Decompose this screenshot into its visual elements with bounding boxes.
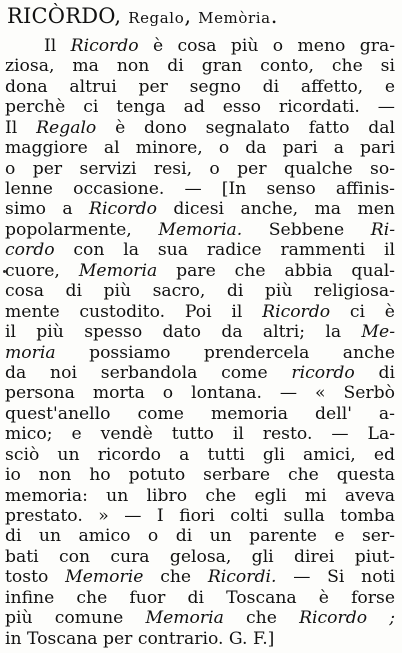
- entry-heading: [7, 4, 278, 30]
- text-line: mico; e vendè tutto il resto. — La-: [5, 424, 395, 445]
- text-line: mente custodito. Poi il Ricordo ci è: [5, 301, 395, 322]
- text-line: cosa di più sacro, di più religiosa-: [5, 281, 395, 302]
- heading-ricordo: RICÒRDO,: [7, 4, 129, 28]
- text-line: di un amico o di un parente e ser-: [5, 526, 395, 547]
- text-line: infine che fuor di Toscana è forse: [5, 587, 395, 608]
- text-line: simo a Ricordo dicesi anche, ma men: [5, 199, 395, 220]
- text-line: tosto Memorie che Ricordi. — Si noti: [5, 567, 396, 588]
- text-line: bati con cura gelosa, gli direi piut-: [5, 546, 395, 567]
- text-line: da noi serbandola come ricordo di: [5, 362, 395, 383]
- text-line: prestato. » — I fiori colti sulla tomba: [5, 505, 395, 526]
- text-line: cuore, Memoria pare che abbia qual-: [5, 260, 395, 281]
- text-line: dona altrui per segno di affetto, e: [5, 76, 395, 97]
- text-line: cordo con la sua radice rammenti il: [5, 240, 395, 261]
- text-line: memoria: un libro che egli mi aveva: [5, 485, 395, 506]
- text-line: popolarmente, Memoria. Sebbene Ri-: [5, 219, 395, 240]
- text-line: Il Ricordo è cosa più o meno gra-: [44, 36, 395, 56]
- text-line: sciò un ricordo a tutti gli amici, ed: [5, 444, 395, 465]
- heading-memoria: Memòria: [198, 9, 271, 27]
- text-line: persona morta o lontana. — « Serbò: [5, 383, 395, 404]
- text-line: quest'anello come memoria dell' a-: [5, 403, 395, 424]
- text-line: più comune Memoria che Ricordo ;: [5, 608, 396, 629]
- text-line: in Toscana per contrario. G. F.]: [5, 628, 275, 649]
- text-line: perchè ci tenga ad esso ricordati. —: [5, 97, 395, 118]
- text-line: o per servizi resi, o per qualche so-: [5, 158, 395, 179]
- heading-separator: ,: [184, 4, 199, 28]
- text-line: il più spesso dato da altri; la Me-: [5, 322, 395, 343]
- text-line: ziosa, ma non di gran conto, che si: [5, 56, 395, 77]
- text-line: moria possiamo prendercela anche: [5, 342, 395, 363]
- text-line: lenne occasione. — [In senso affinis-: [5, 179, 395, 200]
- text-line: Il Regalo è dono segnalato fatto dal: [5, 117, 395, 138]
- text-line: maggiore al minore, o da pari a pari: [5, 138, 395, 159]
- text-line: io non ho potuto serbare che questa: [5, 465, 395, 486]
- heading-period: .: [270, 4, 278, 28]
- heading-regalo: Regalo: [128, 9, 185, 27]
